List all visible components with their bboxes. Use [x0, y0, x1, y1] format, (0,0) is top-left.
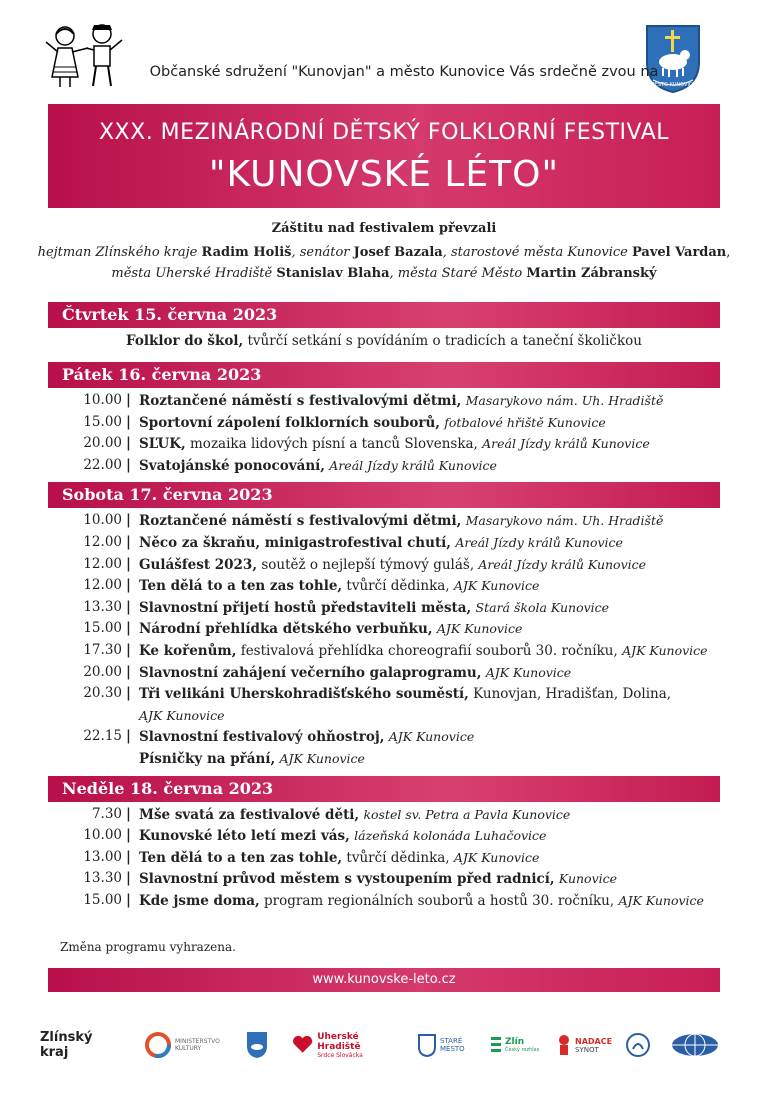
event-title: Ke kořenům,: [139, 643, 237, 659]
event-row: [48, 868, 720, 889]
event-time: 20.30: [83, 685, 122, 702]
event-place: AJK Kunovice: [453, 849, 540, 865]
event-time: 17.30: [83, 642, 122, 658]
stare-mesto-logo: [417, 1025, 479, 1065]
ministry-logo: [145, 1025, 240, 1065]
patronage-segment: Stanislav Blaha: [276, 266, 390, 281]
event-place: Areál Jízdy králů Kunovice: [478, 556, 647, 572]
event-text: [139, 868, 617, 890]
sponsor-logos: [40, 1025, 730, 1065]
day-label: Pátek 16. června 2023: [62, 365, 262, 384]
heart-icon: [292, 1035, 313, 1055]
event-text: [139, 683, 671, 705]
event-separator: |: [126, 598, 131, 615]
event-title: Ten dělá to a ten zas tohle,: [139, 578, 343, 595]
patronage-segment: hejtman Zlínského kraje: [37, 245, 202, 260]
event-place: AJK Kunovice: [139, 707, 225, 723]
event-time: 13.30: [83, 598, 122, 615]
event-row: [48, 575, 720, 596]
event-text: [139, 847, 539, 869]
kunovice-small-crest: [245, 1025, 275, 1065]
ministry-icon: [145, 1032, 171, 1058]
event-title: Sportovní zápolení folklorních souborů,: [139, 414, 440, 431]
zlin-sub-text: Český rozhlas: [505, 1047, 540, 1053]
event-title: Tři velikáni Uherskohradišťského souměstí,: [139, 686, 469, 703]
day-header: [48, 302, 720, 328]
event-place: Masarykovo nám. Uh. Hradiště: [465, 393, 664, 408]
event-text: [139, 825, 546, 847]
event-title: Slavnostní průvod městem s vystoupením před radnicí,: [139, 871, 555, 888]
event-text: [139, 412, 606, 434]
event-place: Masarykovo nám. Uh. Hradiště: [465, 513, 664, 529]
event-place: AJK Kunovice: [485, 664, 572, 680]
event-row: [48, 683, 720, 704]
event-row: [48, 532, 720, 553]
event-title: Mše svatá za festivalové děti,: [139, 806, 360, 823]
festival-name: "KUNOVSKÉ LÉTO": [208, 154, 560, 195]
event-text: [139, 662, 571, 684]
event-row: [48, 640, 720, 661]
kunovjan-dancers-logo: [40, 22, 130, 92]
event-row: [48, 825, 720, 846]
nadace-icon: [555, 1033, 573, 1057]
event-place: AJK Kunovice: [618, 893, 704, 908]
zlin-rozhlas-logo: [491, 1025, 541, 1065]
event-title: Něco za škraňu, minigastrofestival chutí,: [139, 535, 452, 551]
event-text: [139, 390, 663, 412]
event-description: tvůrčí dědinka,: [342, 849, 454, 866]
event-separator: |: [126, 892, 131, 908]
event-place: Areál Jízdy králů Kunovice: [482, 436, 650, 452]
event-text: [139, 640, 708, 662]
day-header: [48, 482, 720, 508]
event-description: festivalová přehlídka choreografií souborů 30. ročníku,: [236, 643, 623, 659]
event-time: 10.00: [83, 392, 122, 408]
event-title: Národní přehlídka dětského verbuňku,: [139, 621, 433, 638]
event-time: 20.00: [83, 663, 122, 680]
event-time: 7.30: [91, 805, 122, 822]
event-time: 15.00: [83, 620, 122, 637]
crest-text: MĚSTO KUNOVICE: [650, 82, 696, 88]
stare-mesto-icon: [417, 1033, 437, 1057]
event-row: [48, 618, 720, 639]
event-time: 13.00: [83, 848, 122, 865]
event-separator: |: [126, 512, 131, 529]
event-title: Gulášfest 2023,: [139, 556, 258, 573]
kunovice-crest-icon: [643, 22, 703, 94]
event-text: [139, 748, 365, 770]
nadace-text: NADACE: [575, 1036, 613, 1046]
event-title: Roztančené náměstí s festivalovými dětmi,: [139, 393, 462, 409]
day-label: Neděle 18. června 2023: [62, 778, 274, 798]
event-separator: |: [126, 392, 131, 408]
event-title: SĽUK,: [139, 436, 186, 453]
globe-logo: [670, 1025, 725, 1065]
event-separator: |: [126, 685, 131, 702]
event-separator: |: [126, 435, 131, 452]
event-description: mozaika lidových písní a tanců Slovenska,: [185, 436, 483, 453]
event-row: [48, 804, 720, 825]
patronage-line-2: [0, 266, 768, 281]
event-separator: |: [126, 663, 131, 680]
event-separator: |: [126, 848, 131, 865]
event-place: Stará škola Kunovice: [475, 599, 610, 615]
event-description: soutěž o nejlepší týmový guláš,: [257, 556, 479, 573]
day-header: [48, 362, 720, 388]
festival-banner: [48, 104, 720, 208]
event-separator: |: [126, 728, 131, 745]
event-place: Areál Jízdy králů Kunovice: [455, 535, 623, 550]
patronage-segment: , starostové města Kunovice: [442, 245, 632, 260]
event-row: [48, 890, 720, 911]
patronage-segment: , senátor: [291, 245, 354, 260]
event-title: Písničky na přání,: [139, 751, 276, 767]
event-place: AJK Kunovice: [279, 751, 365, 766]
event-description: Kunovjan, Hradišťan, Dolina,: [468, 686, 672, 703]
event-place: kostel sv. Petra a Pavla Kunovice: [363, 806, 571, 822]
ministry-text: MINISTERSTVO KULTURY: [175, 1038, 220, 1052]
event-text: [139, 575, 539, 597]
event-text: [139, 618, 522, 640]
event-time: 12.00: [83, 555, 122, 572]
event-title: Svatojánské ponocování,: [139, 457, 325, 474]
event-row: [48, 705, 720, 726]
invitation-text: Občanské sdružení "Kunovjan" a město Kunovice Vás srdečně zvou na: [149, 64, 659, 80]
patronage-line-1: [0, 245, 768, 260]
event-place: AJK Kunovice: [622, 643, 708, 658]
patronage-segment: Josef Bazala: [353, 245, 443, 260]
event-title: Kunovské léto letí mezi vás,: [139, 828, 350, 845]
uh-text: Uherské Hradiště: [317, 1031, 361, 1052]
event-title: Roztančené náměstí s festivalovými dětmi,: [139, 513, 462, 530]
event-time: 22.15: [83, 728, 122, 745]
event-text: [139, 510, 663, 532]
event-place: lázeňská kolonáda Luhačovice: [354, 828, 547, 844]
uherske-hradiste-logo: [292, 1025, 402, 1065]
event-text: [139, 705, 225, 727]
event-text: [139, 554, 646, 576]
day-label: Čtvrtek 15. června 2023: [62, 305, 278, 324]
zlin-kraj-text: Zlínský kraj: [40, 1030, 93, 1060]
event-text: [139, 890, 704, 912]
circle-logo: [625, 1025, 655, 1065]
event-separator: |: [126, 870, 131, 887]
event-row: [48, 748, 720, 769]
event-time: 12.00: [83, 577, 122, 594]
globe-icon: [670, 1032, 720, 1058]
patronage-title: Záštitu nad festivalem převzali: [271, 221, 497, 236]
patronage-segment: ,: [726, 245, 731, 260]
event-row: [48, 433, 720, 454]
zlin-text: Zlín: [505, 1037, 525, 1047]
event-text: [139, 532, 623, 554]
event-row: [48, 847, 720, 868]
small-crest-icon: [245, 1030, 269, 1060]
event-title: Folklor do škol,: [125, 333, 244, 349]
event-time: 20.00: [83, 435, 122, 452]
event-place: Kunovice: [558, 871, 618, 887]
event-time: 12.00: [83, 534, 122, 550]
uh-sub-text: Srdce Slovácka: [317, 1051, 363, 1059]
event-separator: |: [126, 555, 131, 572]
event-separator: |: [126, 642, 131, 658]
event-title: Slavnostní zahájení večerního galaprogramu,: [139, 664, 482, 681]
event-place: fotbalové hřiště Kunovice: [444, 414, 606, 430]
patronage-segment: Martin Zábranský: [526, 266, 657, 281]
folklore-circle-icon: [625, 1032, 651, 1058]
event-row: [48, 726, 720, 747]
patronage-segment: , města Staré Město: [389, 266, 527, 281]
event-description: tvůrčí setkání s povídáním o tradicích a taneční školičkou: [243, 333, 642, 349]
patronage-segment: Pavel Vardan: [631, 245, 727, 260]
event-row: [48, 330, 720, 351]
website-link[interactable]: www.kunovske-leto.cz: [48, 968, 720, 992]
event-row: [48, 554, 720, 575]
event-row: [48, 412, 720, 433]
event-separator: |: [126, 534, 131, 550]
event-text: [139, 804, 570, 826]
event-place: AJK Kunovice: [436, 621, 523, 637]
event-separator: |: [126, 805, 131, 822]
event-row: [48, 455, 720, 476]
rozhlas-icon: [491, 1035, 503, 1055]
patronage-segment: Radim Holiš: [201, 245, 292, 260]
event-time: 15.00: [83, 413, 122, 430]
event-description: tvůrčí dědinka,: [342, 578, 454, 595]
stare-mesto-text: STARÉ MĚSTO: [440, 1037, 465, 1053]
zlin-kraj-logo: [40, 1025, 112, 1065]
event-separator: |: [126, 456, 131, 473]
event-time: 13.30: [83, 870, 122, 887]
event-description: program regionálních souborů a hostů 30. ročníku,: [259, 893, 619, 909]
event-title: Slavnostní festivalový ohňostroj,: [139, 729, 385, 746]
nadace-sub-text: SYNOT: [575, 1045, 599, 1054]
event-time: 22.00: [83, 456, 122, 473]
event-separator: |: [126, 413, 131, 430]
event-row: [48, 390, 720, 411]
event-place: AJK Kunovice: [388, 729, 475, 745]
event-separator: |: [126, 577, 131, 594]
day-label: Sobota 17. června 2023: [62, 485, 273, 505]
patronage-segment: města Uherské Hradiště: [111, 266, 277, 281]
event-text: [139, 455, 497, 477]
event-time: 10.00: [83, 827, 122, 844]
nadace-synot-logo: [555, 1025, 615, 1065]
event-separator: |: [126, 827, 131, 844]
event-text: [48, 330, 720, 352]
event-text: [139, 726, 474, 748]
event-title: Ten dělá to a ten zas tohle,: [139, 849, 343, 866]
program-note: Změna programu vyhrazena.: [60, 940, 236, 954]
day-header: [48, 776, 720, 802]
event-separator: |: [126, 620, 131, 637]
event-time: 10.00: [83, 512, 122, 529]
event-text: [139, 433, 650, 455]
festival-title: XXX. MEZINÁRODNÍ DĚTSKÝ FOLKLORNÍ FESTIVAL: [98, 120, 669, 145]
event-title: Kde jsme doma,: [139, 893, 260, 909]
event-row: [48, 510, 720, 531]
event-place: Areál Jízdy králů Kunovice: [329, 457, 497, 473]
event-text: [139, 597, 609, 619]
event-row: [48, 597, 720, 618]
event-row: [48, 662, 720, 683]
event-time: 15.00: [83, 892, 122, 908]
event-title: Slavnostní přijetí hostů představiteli města,: [139, 599, 472, 616]
event-place: AJK Kunovice: [453, 578, 540, 594]
